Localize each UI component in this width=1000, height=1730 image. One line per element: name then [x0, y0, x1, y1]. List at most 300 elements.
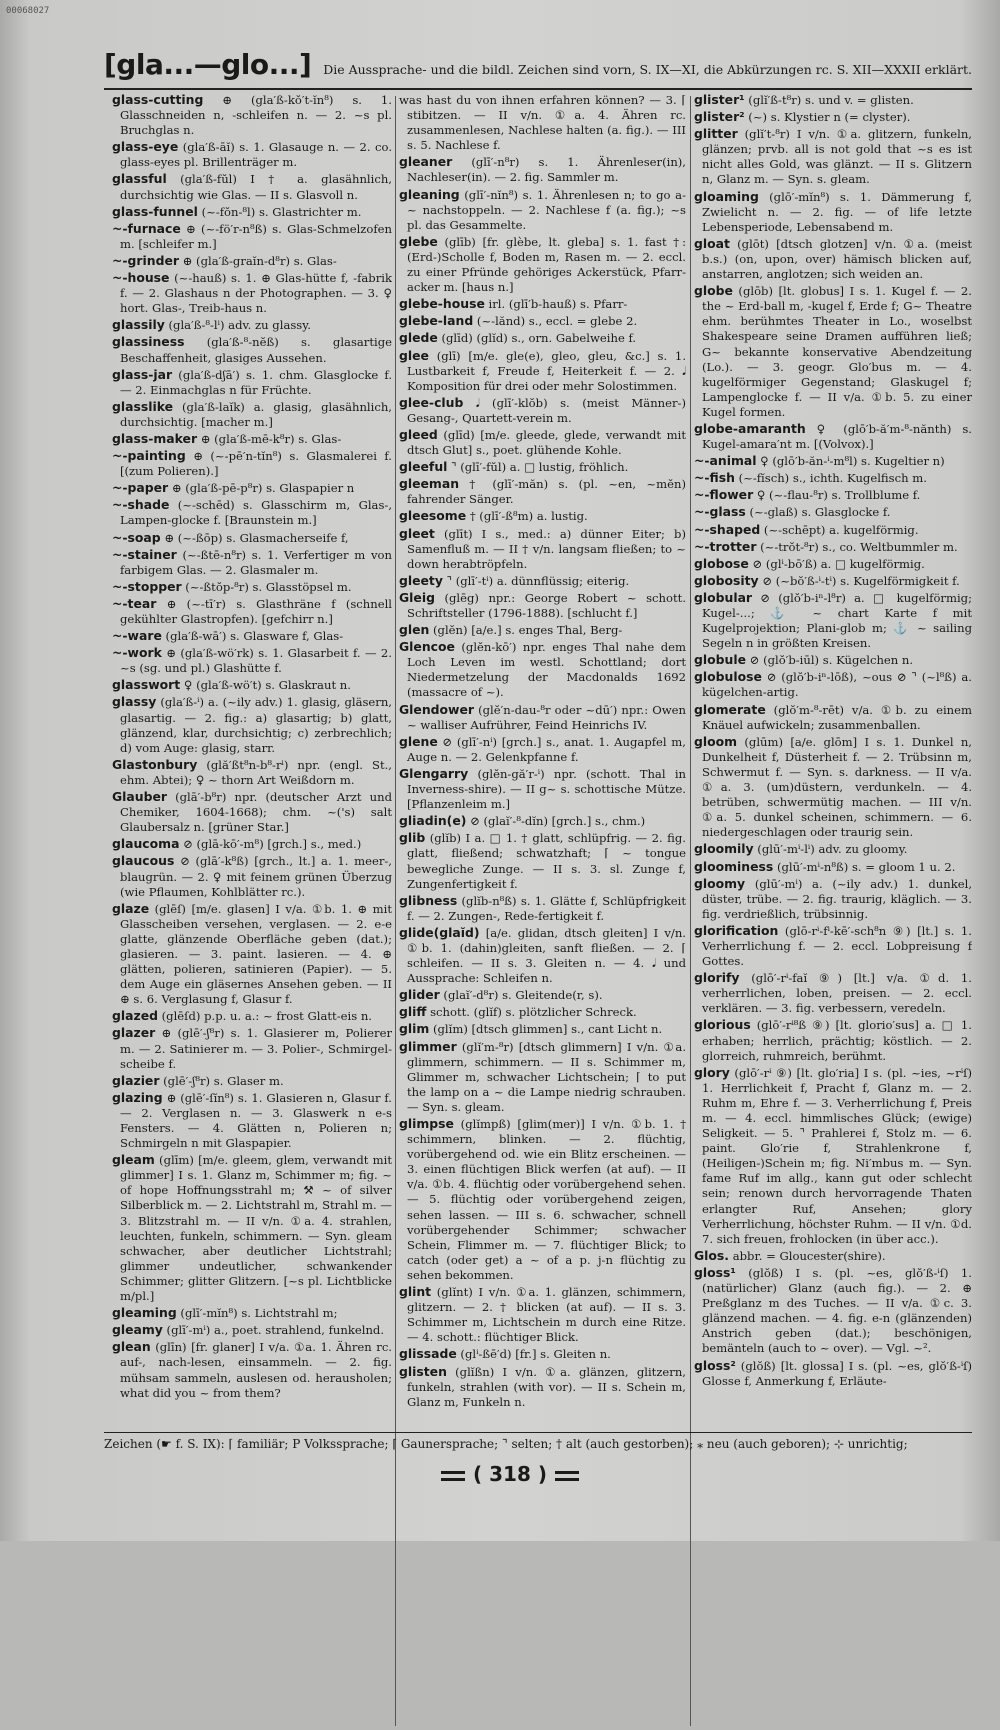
- entry-definition: ⊕ (glē′-ʃ⁸r) s. 1. Glasierer m, Polierer m. — 2. Satinierer m. — 3. Polier-, Schmirgel-scheibe f.: [120, 1026, 392, 1071]
- entry-headword: ~-painting: [112, 448, 186, 464]
- dictionary-entry: [112, 628, 392, 644]
- dictionary-entry: [112, 317, 392, 333]
- entry-definition: (glaĭ′-d⁸r) s. Gleitende(r, s).: [439, 988, 603, 1003]
- column-rule: [690, 96, 691, 1726]
- entry-definition: (glīd) (glĭd) s., orn. Gabelweihe f.: [437, 331, 637, 346]
- entry-headword: gloat: [694, 235, 730, 251]
- entry-headword: gloom: [694, 733, 738, 749]
- dictionary-entry: [112, 204, 392, 220]
- entry-definition: (glī′-nĭn⁸) s. 1. Ährenlesen n; to go a-~ nachstoppeln. — 2. Nachlese f (a. fig.); ~s pl. das Gesammelte.: [407, 187, 686, 232]
- entry-headword: glasslike: [112, 398, 174, 414]
- entry-definition: (glĕn) [a/e.] s. enges Thal, Berg-: [429, 623, 623, 638]
- entry-headword: glebe-land: [399, 313, 474, 329]
- archive-id: 00068027: [6, 6, 50, 16]
- dictionary-entry: [399, 234, 686, 295]
- dictionary-entry: [112, 579, 392, 595]
- entry-headword: globe: [694, 283, 733, 299]
- dictionary-entry: [399, 348, 686, 394]
- dictionary-entry: [399, 154, 686, 185]
- dictionary-entry: [694, 283, 972, 420]
- entry-headword: glorify: [694, 970, 740, 986]
- dictionary-entry: [399, 987, 686, 1003]
- entry-headword: glide(glaĭd): [399, 924, 480, 940]
- entry-definition: (glō′-rⁱ-faĭ ⑨) [lt.] v/a. ①d. 1. verherrlichen, loben, preisen. — 2. eccl. verklären. — 3. fig. verbessern, veredeln.: [702, 971, 972, 1016]
- entry-definition: (glō-rⁱ-fⁱ-kē′-sch⁸n ⑨) [lt.] s. 1. Verherrlichung f. — 2. eccl. Lobpreisung f Gottes.: [702, 923, 972, 969]
- entry-definition: ⊘ (~bŏ′ß-ⁱ-tⁱ) s. Kugelförmigkeit f.: [758, 573, 960, 588]
- entry-headword: gloss¹: [694, 1264, 736, 1280]
- dictionary-entry: [112, 836, 392, 852]
- entry-definition: (glēg) npr.: George Robert ~ schott. Schriftsteller (1796-1888). [schlucht f.]: [407, 590, 686, 620]
- entry-definition: (glī′-mⁱ) a., poet. strahlend, funkelnd.: [162, 1323, 385, 1338]
- entry-headword: glass-eye: [112, 139, 179, 155]
- entry-headword: glory: [694, 1064, 730, 1080]
- entry-definition: (glēſd) p.p. u. a.: ~ frost Glatt-eis n.: [157, 1009, 372, 1024]
- entry-definition: (glī′-mĭn⁸) s. Lichtstrahl m;: [176, 1306, 338, 1321]
- dictionary-entry: [112, 367, 392, 398]
- entry-definition: ⊕ (gla′ß-kŏ′t-ĭn⁸) s. 1. Glasschneiden n, -schleifen n. — 2. ~s pl. Bruchglas n.: [120, 93, 392, 138]
- dictionary-entry: [399, 395, 686, 426]
- entry-headword: glissade: [399, 1346, 457, 1362]
- entry-definition: (glⁱ-ßē′d) [fr.] s. Gleiten n.: [456, 1347, 611, 1362]
- entry-headword: gloomily: [694, 841, 754, 857]
- dictionary-entry: [694, 1358, 972, 1389]
- entry-definition: (~-fŏn-⁸l) s. Glastrichter m.: [197, 204, 362, 219]
- entry-definition: ♀ (gla′ß-wö′t) s. Glaskraut n.: [180, 678, 351, 693]
- entry-definition: ⊘ (glī′-nⁱ) [grch.] s., anat. 1. Augapfel m, Auge n. — 2. Gelenkpfanne f.: [407, 734, 686, 764]
- entry-definition: (gla′ß-dʃā′) s. 1. chm. Glasglocke f. — 2. Einmachglas n für Früchte.: [120, 367, 392, 397]
- dictionary-entry: [112, 530, 392, 546]
- dictionary-entry: [399, 330, 686, 346]
- entry-definition: (glōt) [dtsch glotzen] v/n. ①a. (meist b.s.) (on, upon, over) hämisch blicken auf, anstarren, anglotzen; sich weiden an.: [702, 236, 972, 282]
- entry-headword: glitter: [694, 126, 738, 142]
- dictionary-entry: [694, 487, 972, 503]
- dictionary-entry: [694, 539, 972, 555]
- entry-headword: glassiness: [112, 334, 185, 350]
- entry-headword: ~-tear: [112, 595, 157, 611]
- entry-definition: ⊕ (gla′ß-wö′rk) s. 1. Glasarbeit f. — 2. ~s (sg. und pl.) Glashütte f.: [120, 646, 392, 676]
- entry-definition: ⊘ (glŏ′b-iūl) s. Kügelchen n.: [745, 653, 914, 668]
- entry-definition: ⊘ (glŏ′b-iⁿ-l⁸r) a. □ kugelförmig; Kugel-...; ⚓ ~ chart Karte f mit Kugelprojektion; Plani-glob m; ⚓ ~ sailing Segeln n in größten Kreisen.: [702, 590, 972, 651]
- entry-headword: glene: [399, 733, 438, 749]
- dictionary-entry: [399, 92, 686, 153]
- entry-definition: (glī) [m/e. gle(e), gleo, gleu, &c.] s. 1. Lustbarkeit f, Freude f, Heiterkeit f. — 2. 𝅘𝅥 Komposition für drei oder mehr Solostimmen.: [407, 348, 686, 393]
- entry-definition: ⌝ (glī′-fŭl) a. □ lustig, fröhlich.: [447, 460, 629, 475]
- dictionary-entry: [694, 522, 972, 538]
- entry-definition: (glă′ßt⁸n-b⁸-rⁱ) npr. (engl. St., ehm. Abtei); ♀ ~ thorn Art Weißdorn m.: [120, 757, 392, 787]
- entry-headword: ~-stopper: [112, 578, 182, 594]
- entry-headword: gleeman: [399, 476, 460, 492]
- entry-headword: glorification: [694, 922, 779, 938]
- entry-definition: ⊕ (gla′ß-graĭn-d⁸r) s. Glas-: [178, 253, 337, 268]
- entry-headword: glaucoma: [112, 836, 180, 852]
- entry-definition: (glĭmpß) [glim(mer)] I v/n. ①b. 1. † schimmern, blinken. — 2. flüchtig, vorübergehend od. wie ein Blitz erscheinen. — 3. einen flüchtigen Blick werfen (at auf). — II v/a. ①b. 4. flüchtig oder vorübergehend sehen. — 5. flüchtig oder vorübergehend zeigen, sehen lassen. — III s. 6. schwacher, schnell vorübergehender Schimmer; schwacher Schein, Flimmer m. — 7. flüchtiger Blick; to catch (oder get) a ~ of a p. j-n flüchtig zu sehen bekommen.: [407, 1117, 686, 1282]
- entry-headword: globosity: [694, 572, 759, 588]
- entry-headword: glasswort: [112, 677, 181, 693]
- entry-definition: (glī′-n⁸r) s. 1. Ährenleser(in), Nachleser(in). — 2. fig. Sammler m.: [407, 155, 686, 185]
- entry-definition: (glū′-mⁱ) a. (~ily adv.) 1. dunkel, düster, trübe. — 2. fig. traurig, kläglich. — 3. fig. verdrießlich, trübsinnig.: [702, 876, 972, 921]
- dictionary-entry: [399, 313, 686, 329]
- entry-headword: gleesome: [399, 508, 467, 524]
- entry-headword: ~-shaped: [694, 521, 761, 537]
- entry-definition: † (glī′-ß⁸m) a. lustig.: [466, 509, 588, 524]
- entry-definition: (glō′-rⁱ⁸ß ⑨) [lt. glorio′sus] a. □ 1. erhaben; herrlich, prächtig; köstlich. — 2. glorreich, ruhmreich, berühmt.: [702, 1018, 972, 1063]
- entry-headword: globulose: [694, 669, 762, 685]
- entry-definition: (glō′-rⁱ ⑨) [lt. glo′ria] I s. (pl. ~ies, ~rⁱſ) 1. Herrlichkeit f, Pracht f, Glanz m. — 2. Ruhm m, Ehre f. — 3. Verherrlichung f, Preis m. — 4. eccl. himmlisches Glück; (ewige) Seligkeit. — 5. ⌝ Prahlerei f, Stolz m. — 6. paint. Glo′rie f, Strahlenkrone f, (Heiligen-)Schein m; fig. Ni′mbus m. — Syn. fame Ruf im allg., kann gut oder schlecht sein; renown durch hervorragende Thaten erlangter Ruf, Ansehen; glory Verherrlichung, höchster Ruhm. — II v/n. ①d. 7. sich freuen, frohlocken (in über acc.).: [702, 1065, 972, 1246]
- entry-headword: Glendower: [399, 701, 474, 717]
- entry-headword: Gleig: [399, 589, 435, 605]
- entry-definition: ♀ (glō′b-ăn-ⁱ-m⁸l) s. Kugeltier n): [756, 454, 945, 469]
- dictionary-entry: [399, 526, 686, 572]
- entry-definition: [a/e. glidan, dtsch gleiten] I v/n. ①b. 1. (dahin)gleiten, sanft fließen. — 2. ⌈ schleifen. — II s. 3. Gleiten n. — 4. 𝅘𝅥 und Aussprache: Schleifen n.: [407, 925, 686, 986]
- entry-headword: glaucous: [112, 853, 175, 869]
- entry-headword: glazed: [112, 1008, 158, 1024]
- entry-headword: glaze: [112, 900, 150, 916]
- dictionary-entry: [694, 876, 972, 922]
- dictionary-entry: [399, 1346, 686, 1362]
- dictionary-entry: [694, 1017, 972, 1063]
- entry-definition: ⊕ (~-tī′r) s. Glasthräne f (schnell gekühlter Glastropfen). [gefchirr n.]: [120, 596, 392, 626]
- entry-headword: globe-amaranth: [694, 420, 806, 436]
- entry-headword: ~-soap: [112, 529, 161, 545]
- entry-headword: gleaning: [399, 186, 460, 202]
- entry-definition: ⊕ (glē′-ſĭn⁸) s. 1. Glasieren n, Glasur f. — 2. Verglasen n. — 3. Glaswerk n e-s Fensters. — 4. Glätten n, Polieren n; Schmirgeln n mit Glaspapier.: [120, 1090, 392, 1151]
- dictionary-entry: [112, 334, 392, 365]
- entry-headword: ~-house: [112, 270, 170, 286]
- entry-headword: glassily: [112, 317, 165, 333]
- entry-definition: ⊘ (glⁱ-bō′ß) a. □ kugelförmig.: [748, 556, 925, 571]
- entry-definition: (~-ßtē-n⁸r) s. 1. Verfertiger m von farbigem Glas. — 2. Glasmaler m.: [120, 547, 392, 577]
- dictionary-entry: [112, 757, 392, 788]
- entry-definition: ⌝ (glī′-tⁱ) a. dünnflüssig; eiterig.: [442, 573, 630, 588]
- entry-definition: schott. (glĭf) s. plötzlicher Schreck.: [426, 1005, 637, 1020]
- entry-headword: ~-fish: [694, 470, 735, 486]
- entry-headword: ~-stainer: [112, 546, 177, 562]
- entry-definition: ⊕ (~-fö′r-n⁸ß) s. Glas-Schmelzofen m. [schleifer m.]: [120, 221, 392, 251]
- dictionary-entry: [694, 923, 972, 969]
- entry-headword: gliadin(e): [399, 813, 467, 829]
- entry-definition: (glĕ′n-dau-⁸r oder ~dū′) npr.: Owen ~ walliser Aufrührer, Feind Heinrichs IV.: [407, 702, 686, 732]
- entry-definition: (glūm) [a/e. glōm] I s. 1. Dunkel n, Dunkelheit f, Düsterheit f. — 2. Trübsinn m, Schwermut f. — Syn. s. darkness. — II v/a. ①a. 3. (um)düstern, verdunkeln. — 4. betrüben, schwermütig machen. — III v/n. ①a. 5. dunkel scheinen, schimmern. — 6. niedergeschlagen oder traurig sein.: [702, 734, 972, 840]
- entry-definition: (glīd) [m/e. gleede, glede, verwandt mit dtsch Glut] s., poet. glühende Kohle.: [407, 427, 686, 458]
- dictionary-entry: [112, 1322, 392, 1338]
- entry-headword: gleet: [399, 525, 435, 541]
- dictionary-entry: [112, 480, 392, 496]
- dictionary-entry: [399, 639, 686, 700]
- column-3: [694, 92, 972, 1728]
- entry-headword: glass-cutting: [112, 92, 204, 107]
- dictionary-entry: [694, 669, 972, 700]
- entry-definition: (glĭm) [dtsch glimmen] s., cant Licht n.: [429, 1022, 663, 1037]
- entry-definition: (gla′ß-āĭ) s. 1. Glasauge n. — 2. co. glass-eyes pl. Brillenträger m.: [120, 140, 392, 170]
- entry-headword: Glastonbury: [112, 756, 198, 772]
- entry-definition: (~-schēd) s. Glasschirm m, Glas-, Lampen-glocke f. [Braunstein m.]: [120, 498, 392, 528]
- entry-definition: (~-fĭsch) s., ichth. Kugelfisch m.: [734, 471, 927, 486]
- dictionary-entry: [694, 556, 972, 572]
- entry-definition: (glĕn-kō′) npr. enges Thal nahe dem Loch Leven im westl. Schottland; dort Niedermetzelung der Macdonalds 1692 (massacre of ~).: [407, 640, 686, 700]
- entry-definition: ⊕ (~-pē′n-tĭn⁸) s. Glasmalerei f. [(zum Polieren).]: [120, 449, 392, 479]
- entry-definition: (~-glaß) s. Glasglocke f.: [745, 505, 891, 520]
- entry-headword: glimpse: [399, 1116, 454, 1131]
- dictionary-entry: [112, 221, 392, 252]
- dictionary-entry: [399, 1116, 686, 1283]
- entry-definition: (glīm) [m/e. gleem, glem, verwandt mit glimmer] I s. 1. Glanz m, Schimmer m; fig. ~ of hope Hoffnungsstrahl m; ⚒ ~ of silver Silberblick m. — 2. Lichtstrahl m, Strahl m. — 3. Blitzstrahl m. — II v/n. ①a. 4. strahlen, leuchten, funkeln, schimmern. — Syn. gleam schwacher, aber deutlicher Lichtstrahl; glimmer undeutlicher, schwankender Schimmer; glitter Glitzern. [~s pl. Lichtblicke m/pl.]: [120, 1153, 392, 1304]
- dictionary-entry: [112, 853, 392, 899]
- entry-headword: glass-jar: [112, 366, 173, 382]
- dictionary-entry: [694, 453, 972, 469]
- dictionary-entry: [399, 1039, 686, 1115]
- dictionary-entry: [112, 677, 392, 693]
- double-rule-left: [441, 1471, 465, 1481]
- entry-headword: gleamy: [112, 1322, 163, 1338]
- dictionary-entry: [112, 1073, 392, 1089]
- dictionary-entry: [112, 139, 392, 170]
- dictionary-entry: [399, 702, 686, 733]
- dictionary-entry: [112, 92, 392, 138]
- dictionary-entry: [112, 547, 392, 578]
- entry-headword: Glauber: [112, 789, 167, 805]
- entry-definition: ⊘ (glā-kō′-m⁸) [grch.] s., med.): [179, 837, 362, 852]
- entry-definition: (glō′-mĭn⁸) s. 1. Dämmerung f, Zwielicht n. — 2. fig. — of life letzte Lebensperiode, Lebensabend m.: [702, 189, 972, 234]
- dictionary-entry: [694, 92, 972, 108]
- dictionary-entry: [399, 766, 686, 812]
- entry-definition: (gla′ß-wā′) s. Glasware f, Glas-: [161, 629, 344, 644]
- entry-definition: (~-hauß) s. 1. ⊕ Glas-hütte f, -fabrik f. — 2. Glashaus n der Photographen. — 3. ♀ hort. Glas-, Treib-haus n.: [120, 271, 392, 316]
- dictionary-entry: [399, 187, 686, 233]
- dictionary-entry: [112, 596, 392, 627]
- entry-definition: (gla′ß-laĭk) a. glasig, glasähnlich, durchsichtig. [macher m.]: [120, 399, 392, 429]
- entry-headword: glimmer: [399, 1038, 457, 1054]
- entry-headword: glassy: [112, 694, 157, 710]
- entry-definition: (glū′-mⁱ-lⁱ) adv. zu gloomy.: [753, 842, 908, 857]
- entry-headword: Glencoe: [399, 639, 455, 655]
- entry-definition: ♀ (glō′b-ă′m-⁸-nănth) s. Kugel-amara′nt m. [(Volvox).]: [702, 421, 972, 452]
- dictionary-entry: [399, 459, 686, 475]
- dictionary-entry: [694, 859, 972, 875]
- page-number-text: ( 318 ): [473, 1462, 547, 1486]
- dictionary-entry: [694, 470, 972, 486]
- entry-definition: (~) s. Klystier n (= clyster).: [744, 110, 911, 125]
- dictionary-entry: [112, 253, 392, 269]
- column-1: [112, 92, 392, 1728]
- entry-headword: gloominess: [694, 858, 774, 874]
- entry-headword: gleed: [399, 426, 438, 442]
- entry-headword: Glengarry: [399, 765, 469, 781]
- entry-headword: glazing: [112, 1089, 163, 1105]
- dictionary-entry: [694, 189, 972, 235]
- entry-definition: ⊘ (glaĭ′-⁸-dĭn) [grch.] s., chm.): [466, 814, 646, 829]
- dictionary-entry: [112, 1152, 392, 1304]
- entry-headword: ~-paper: [112, 480, 169, 496]
- column-rule: [395, 96, 396, 1726]
- entry-definition: 𝅘𝅥 (glī′-klŏb) s. (meist Männer-) Gesang-, Quartett-verein m.: [407, 395, 686, 425]
- entry-headword: gliff: [399, 1004, 427, 1020]
- entry-headword: glebe: [399, 233, 438, 249]
- entry-headword: glister²: [694, 109, 745, 125]
- double-rule-right: [555, 1471, 579, 1481]
- entry-definition: was hast du von ihnen erfahren können? — 3. ⌈ stibitzen. — II v/n. ①a. 4. Ähren rc. zusammenlesen, Nachlese halten (a. fig.). — III s. 5. Nachlese f.: [399, 93, 686, 153]
- dictionary-entry: [112, 431, 392, 447]
- entry-headword: glebe-house: [399, 296, 485, 312]
- dictionary-entry: [694, 573, 972, 589]
- entry-definition: ⊘ (glŏ′b-iⁿ-lōß), ~ous ⊘ ⌝ (~l⁸ß) a. kügelchen-artig.: [702, 670, 972, 700]
- entry-headword: glee-club: [399, 394, 464, 410]
- dictionary-entry: [112, 1025, 392, 1071]
- entry-headword: gloomy: [694, 875, 746, 891]
- dictionary-entry: [399, 508, 686, 524]
- entry-definition: ⊕ (gla′ß-mē-k⁸r) s. Glas-: [197, 431, 342, 446]
- dictionary-entry: [399, 1004, 686, 1020]
- entry-definition: (glŏß) I s. (pl. ~es, glŏ′ß-ⁱſ) 1. (natürlicher) Glanz (auch fig.). — 2. ⊕ Preßglanz m des Tuches. — II v/a. ①c. 3. glänzend machen. — 4. fig. e-n (glänzenden) Anstrich geben (dat.); beschönigen, bemänteln (auch to ~ over). — Vgl. ~².: [702, 1265, 972, 1356]
- entry-headword: glee: [399, 347, 429, 363]
- entry-headword: ~-ware: [112, 628, 162, 644]
- headword-range: [gla...—glo...]: [104, 48, 312, 81]
- entry-definition: (glĕn-gă′r-ⁱ) npr. (schott. Thal in Inverness-shire). — II g~ s. schottische Mütze. [Pflanzenleim m.]: [407, 766, 686, 812]
- entry-definition: (glĭb-n⁸ß) s. 1. Glätte f, Schlüpfrigkeit f. — 2. Zungen-, Rede-fertigkeit f.: [407, 893, 686, 923]
- dictionary-entry: [694, 1248, 972, 1264]
- dictionary-entry: [694, 841, 972, 857]
- entry-headword: glorious: [694, 1017, 751, 1033]
- dictionary-entry: [694, 236, 972, 282]
- dictionary-entry: [112, 789, 392, 835]
- page-number: [420, 1462, 600, 1486]
- entry-definition: (glīn) [fr. glaner] I v/a. ①a. 1. Ähren rc. auf-, nach-lesen, einsammeln. — 2. fig. mühsam sammeln, auslesen od. herausholen; what did you ~ from them?: [120, 1340, 392, 1400]
- entry-definition: (glē′-ʃ⁸r) s. Glaser m.: [159, 1073, 284, 1088]
- entry-headword: ~-work: [112, 645, 162, 661]
- entry-headword: glomerate: [694, 701, 766, 717]
- dictionary-entry: [694, 126, 972, 187]
- dictionary-entry: [694, 109, 972, 125]
- entry-headword: gleeful: [399, 459, 448, 475]
- entry-definition: (glū′-mⁱ-n⁸ß) s. = gloom 1 u. 2.: [773, 859, 956, 874]
- entry-definition: abbr. = Gloucester(shire).: [729, 1248, 886, 1263]
- dictionary-entry: [694, 652, 972, 668]
- entry-headword: Glos.: [694, 1247, 730, 1263]
- dictionary-entry: [399, 893, 686, 924]
- entry-definition: (glŏ′m-⁸-rēt) v/a. ①b. zu einem Knäuel aufwickeln; zusammenballen.: [702, 702, 972, 732]
- entry-definition: † (glī′-măn) s. (pl. ~en, ~mĕn) fahrender Sänger.: [407, 477, 686, 507]
- entry-definition: (gla′ß-ⁱ) a. (~ily adv.) 1. glasig, gläsern, glasartig. — 2. fig.: a) glasartig; b) glatt, glänzend, klar, durchsichtig; c) zerbrechlich; d) vom Auge: glasig, starr.: [120, 695, 392, 755]
- entry-headword: ~-glass: [694, 504, 746, 520]
- dictionary-entry: [112, 497, 392, 528]
- entry-headword: ~-trotter: [694, 538, 757, 554]
- entry-headword: glazier: [112, 1072, 160, 1088]
- dictionary-entry: [694, 1265, 972, 1357]
- entry-definition: (~-lănd) s., eccl. = glebe 2.: [473, 314, 638, 329]
- dictionary-entry: [399, 925, 686, 986]
- dictionary-entry: [694, 1065, 972, 1247]
- entry-headword: glider: [399, 987, 440, 1003]
- dictionary-entry: [399, 622, 686, 638]
- page-header: [104, 48, 972, 90]
- dictionary-entry: [399, 573, 686, 589]
- entry-headword: glint: [399, 1284, 432, 1300]
- entry-definition: (glīb) [fr. glèbe, lt. gleba] s. 1. fast †: (Erd-)Scholle f, Boden m, Rasen m. — 2. eccl. zu einer Pfründe gehöriges Ackerstück, Pfarr-acker m. [haus n.]: [407, 234, 686, 295]
- dictionary-entry: [112, 399, 392, 430]
- dictionary-entry: [112, 645, 392, 676]
- entry-headword: ~-flower: [694, 487, 754, 503]
- dictionary-entry: [112, 1008, 392, 1024]
- dictionary-entry: [694, 734, 972, 841]
- entry-definition: (gla′ß-⁸-lⁱ) adv. zu glassy.: [164, 318, 311, 333]
- entry-headword: gleaming: [112, 1305, 177, 1321]
- dictionary-entry: [112, 171, 392, 202]
- dictionary-entry: [399, 813, 686, 829]
- dictionary-entry: [399, 476, 686, 507]
- dictionary-entry: [694, 702, 972, 733]
- dictionary-entry: [112, 1090, 392, 1151]
- entry-headword: globule: [694, 652, 746, 668]
- dictionary-entry: [112, 1339, 392, 1400]
- entry-headword: gleaner: [399, 154, 453, 170]
- dictionary-entry: [112, 901, 392, 1008]
- dictionary-entry: [112, 270, 392, 316]
- entry-headword: globose: [694, 555, 749, 571]
- dictionary-entry: [112, 694, 392, 755]
- entry-headword: glass-maker: [112, 430, 198, 446]
- entry-headword: glassful: [112, 171, 167, 187]
- entry-headword: gloaming: [694, 188, 759, 204]
- entry-definition: (glŏß) [lt. glossa] I s. (pl. ~es, glŏ′ß-ⁱſ) Glosse f, Anmerkung f, Erläute-: [702, 1358, 972, 1388]
- entry-headword: glass-funnel: [112, 203, 198, 219]
- entry-definition: (glīt) I s., med.: a) dünner Eiter; b) Samenfluß m. — II † v/n. langsam fließen; to ~ down herabtröpfeln.: [407, 526, 686, 571]
- entry-definition: (gla′ß-⁸-nĕß) s. glasartige Beschaffenheit, glasiges Aussehen.: [120, 335, 392, 365]
- entry-headword: gleety: [399, 572, 443, 588]
- entry-definition: (glēſ) [m/e. glasen] I v/a. ①b. 1. ⊕ mit Glasscheiben versehen, verglasen. — 2. e-e glatte, glänzende Oberfläche geben (dat.); glasieren. — 3. paint. lasieren. — 4. ⊕ glätten, polieren, satinieren (Papier). — 5. dem Auge ein gläsernes Ansehen geben. — II ⊕ s. 6. Verglasung f, Glasur f.: [120, 901, 392, 1007]
- dictionary-entry: [399, 1364, 686, 1410]
- entry-headword: glean: [112, 1339, 151, 1355]
- entry-headword: glen: [399, 622, 430, 638]
- entry-headword: ~-grinder: [112, 252, 179, 268]
- dictionary-entry: [399, 734, 686, 765]
- dictionary-entry: [112, 448, 392, 479]
- dictionary-entry: [399, 427, 686, 458]
- entry-definition: (gla′ß-fŭl) I † a. glasähnlich, durchsichtig wie Glas. — II s. Glasvoll n.: [120, 172, 392, 202]
- symbol-legend-footer: Zeichen (☛ f. S. IX): ⌈ familiär; P Volkssprache; ⌈ Gaunersprache; ⌝ selten; † alt (auch gestorben); ⁎ neu (auch geboren); ⊹ unrichtig;: [104, 1432, 972, 1451]
- entry-headword: glibness: [399, 892, 458, 908]
- entry-definition: (glōb) [lt. globus] I s. 1. Kugel f. — 2. the ~ Erd-ball m, -kugel f, Erde f; G~ Theatre ehm. berühmtes Theater in Lo., woselbst Shakespeare seine Dramen aufführen ließ; G~ bekannte konservative Abendzeitung (Lo.). — 3. geogr. Glo′bus m. — 4. kugelförmiger Gegenstand; Glaskugel f; Lampenglocke f. — II v/a. ①b. 5. zu einer Kugel formen.: [702, 284, 972, 419]
- dictionary-entry: [399, 1021, 686, 1037]
- dictionary-entry: [399, 1284, 686, 1345]
- dictionary-entry: [694, 590, 972, 651]
- dictionary-entry: [694, 504, 972, 520]
- dictionary-entry: [694, 421, 972, 452]
- entry-headword: gloss²: [694, 1357, 736, 1373]
- entry-headword: glisten: [399, 1363, 447, 1379]
- entry-definition: (glĭ′m-⁸r) [dtsch glimmern] I v/n. ①a. glimmern, schimmern. — II s. Schimmer m, Glimmer m, schwacher Lichtschein; ⌈ to put the lamp on a ~ die Lampe niedrig schrauben. — Syn. s. gleam.: [407, 1039, 686, 1114]
- entry-definition: ⊕ (gla′ß-pē-p⁸r) s. Glaspapier n: [168, 481, 355, 496]
- entry-definition: (glĭßn) I v/n. ①a. glänzen, glitzern, funkeln, strahlen (with vor). — II s. Schein m, Glanz m, Funkeln n.: [407, 1364, 686, 1409]
- entry-definition: (glĭ′ß-t⁸r) s. und v. = glisten.: [744, 93, 914, 107]
- entry-headword: ~-shade: [112, 497, 170, 513]
- entry-definition: (~-trŏt-⁸r) s., co. Weltbummler m.: [756, 539, 958, 554]
- entry-headword: glede: [399, 330, 438, 346]
- entry-headword: glim: [399, 1021, 430, 1037]
- entry-definition: ♀ (~-flau-⁸r) s. Trollblume f.: [753, 488, 921, 503]
- entry-definition: irl. (glī′b-hauß) s. Pfarr-: [484, 297, 628, 312]
- entry-definition: (glĭb) I a. □ 1. † glatt, schlüpfrig. — 2. fig. glatt, fließend; schwatzhaft; ⌈ ~ tongue bewegliche Zunge. — II s. 3. sl. Zunge f, Zungenfertigkeit f.: [407, 831, 686, 891]
- entry-definition: (glĭ′t-⁸r) I v/n. ①a. glitzern, funkeln, glänzen; prvb. all is not gold that ~s es ist nicht alles Gold, was glänzt. — II s. Glitzern n, Glanz m. — Syn. s. gleam.: [702, 127, 972, 187]
- entry-headword: glib: [399, 830, 426, 846]
- entry-definition: ⊘ (glā′-k⁸ß) [grch., lt.] a. 1. meer-, blaugrün. — 2. ♀ mit feinem grünen Überzug (wie Pflaumen, Kohlblätter rc.).: [120, 854, 392, 899]
- entry-headword: ~-furnace: [112, 220, 181, 236]
- entry-headword: glazer: [112, 1025, 156, 1041]
- dictionary-entry: [112, 1305, 392, 1321]
- dictionary-entry: [399, 590, 686, 621]
- entry-headword: globular: [694, 589, 753, 605]
- entry-headword: glister¹: [694, 92, 745, 107]
- dictionary-entry: [399, 296, 686, 312]
- entry-headword: ~-animal: [694, 453, 757, 469]
